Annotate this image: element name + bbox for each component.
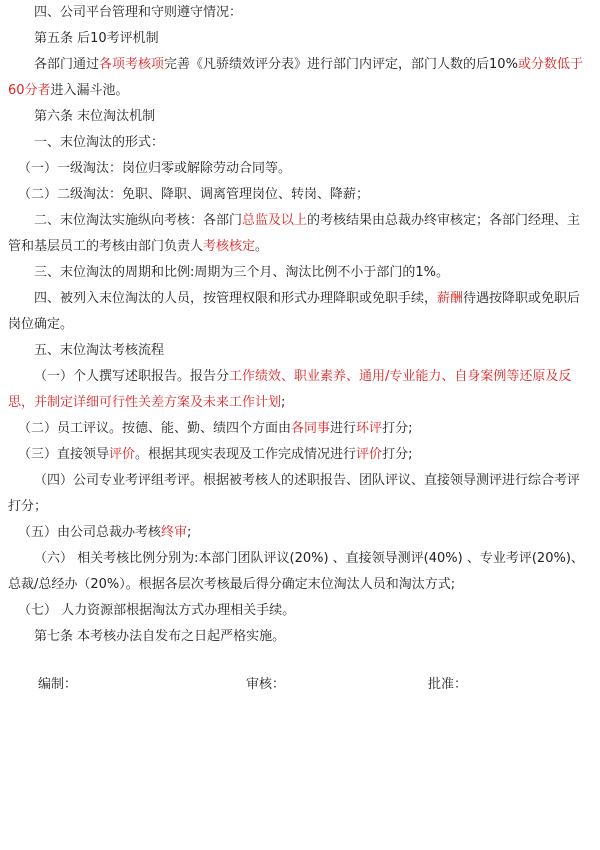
section-1-heading: 一、末位淘汰的形式： (34, 135, 165, 150)
s2-text-c: 的考核结果由总裁办终审核定；各部门经理、主管和基层员工的考核由部门负责人 (8, 213, 581, 254)
p1-highlight-items: 各项考核项 (99, 57, 165, 72)
f3-highlight-evaluate-2: 评价 (356, 447, 383, 462)
document-body (8, 0, 590, 650)
section-4-paragraph (8, 286, 590, 338)
flow-item-3 (8, 442, 590, 468)
s4-text-a: 四、被列入末位淘汰的人员，按管理权限和形式办理降职或免职手续， (34, 291, 438, 306)
article-6-heading: 第六条 末位淘汰机制 (34, 109, 156, 124)
signature-compiled: 编制： (38, 677, 78, 692)
article-7-heading: 第七条 本考核办法自发布之日起严格实施。 (34, 629, 286, 644)
f2-text-e: 打分; (382, 421, 413, 436)
flow-item-7: （七） 人力资源部根据淘汰方式办理相关手续。 (18, 603, 296, 618)
f3-highlight-evaluate: 评价 (109, 447, 136, 462)
flow-item-4: （四）公司专业考评组考评。根据被考核人的述职报告、团队评议、直接领导测评进行综合考评打分； (8, 473, 581, 514)
section-2-paragraph (8, 208, 590, 260)
f2-highlight-360: 环评 (356, 421, 383, 436)
signature-approved: 批准： (428, 677, 468, 692)
f1-text-c: ; (281, 395, 286, 410)
p1-text-e: 进入漏斗池。 (50, 83, 129, 98)
f1-highlight-report: 工作绩效、职业素养、通用/专业能力、自身案例等还原及反思，并制定详细可行性关差方案及未来工作计划 (8, 369, 572, 410)
p1-text-a: 各部门通过 (34, 57, 100, 72)
section-3-paragraph: 三、末位淘汰的周期和比例:周期为三个月、淘汰比例不小于部门的1%。 (34, 265, 450, 280)
f5-text-a: （五）由公司总裁办考核 (18, 525, 162, 540)
s2-text-a: 二、末位淘汰实施纵向考核：各部门 (34, 213, 243, 228)
f2-highlight-colleagues: 各同事 (291, 421, 331, 436)
f5-text-c: ; (187, 525, 192, 540)
f3-text-c: 。根据其现实表现及工作完成情况进行 (135, 447, 357, 462)
s2-highlight-director: 总监及以上 (242, 213, 308, 228)
paragraph-funnel-pool (8, 52, 590, 104)
section-5-heading: 五、末位淘汰考核流程 (34, 343, 165, 358)
s2-highlight-review: 考核核定 (203, 239, 256, 254)
flow-item-6: （六） 相关考核比例分别为:本部门团队评议(20%) 、直接领导测评(40%) 、专业考评(20%)、总裁/总经办（20%）。根据各层次考核最后得分确定末位淘汰人员和淘汰方式; (8, 551, 584, 592)
p1-text-c: 完善《凡骄绩效评分表》进行部门内评定，部门人数的后10% (164, 57, 518, 72)
flow-item-2 (8, 416, 590, 442)
p1-highlight-score: 或分数低于60分者 (8, 57, 583, 98)
section-1-item-1: （一）一级淘汰：岗位归零或解除劳动合同等。 (18, 161, 292, 176)
f5-highlight-final: 终审 (161, 525, 188, 540)
f3-text-a: （三）直接领导 (18, 447, 110, 462)
flow-item-1 (8, 364, 590, 416)
section-1-item-2: （二）二级淘汰：免职、降职、调离管理岗位、转岗、降薪； (18, 187, 370, 202)
f2-text-c: 进行 (330, 421, 357, 436)
article-5-heading: 第五条 后10考评机制 (34, 31, 159, 46)
s2-text-e: 。 (255, 239, 269, 254)
f2-text-a: （二）员工评议。按德、能、勤、绩四个方面由 (18, 421, 292, 436)
f1-text-a: （一）个人撰写述职报告。报告分 (34, 369, 230, 384)
flow-item-5 (8, 520, 590, 546)
section-4-heading: 四、公司平台管理和守则遵守情况： (34, 5, 243, 20)
s4-text-c: 待遇按降职或免职后岗位确定。 (8, 291, 581, 332)
signature-reviewed: 审核： (246, 677, 286, 692)
s4-highlight-salary: 薪酬 (437, 291, 464, 306)
f3-text-e: 打分; (382, 447, 413, 462)
